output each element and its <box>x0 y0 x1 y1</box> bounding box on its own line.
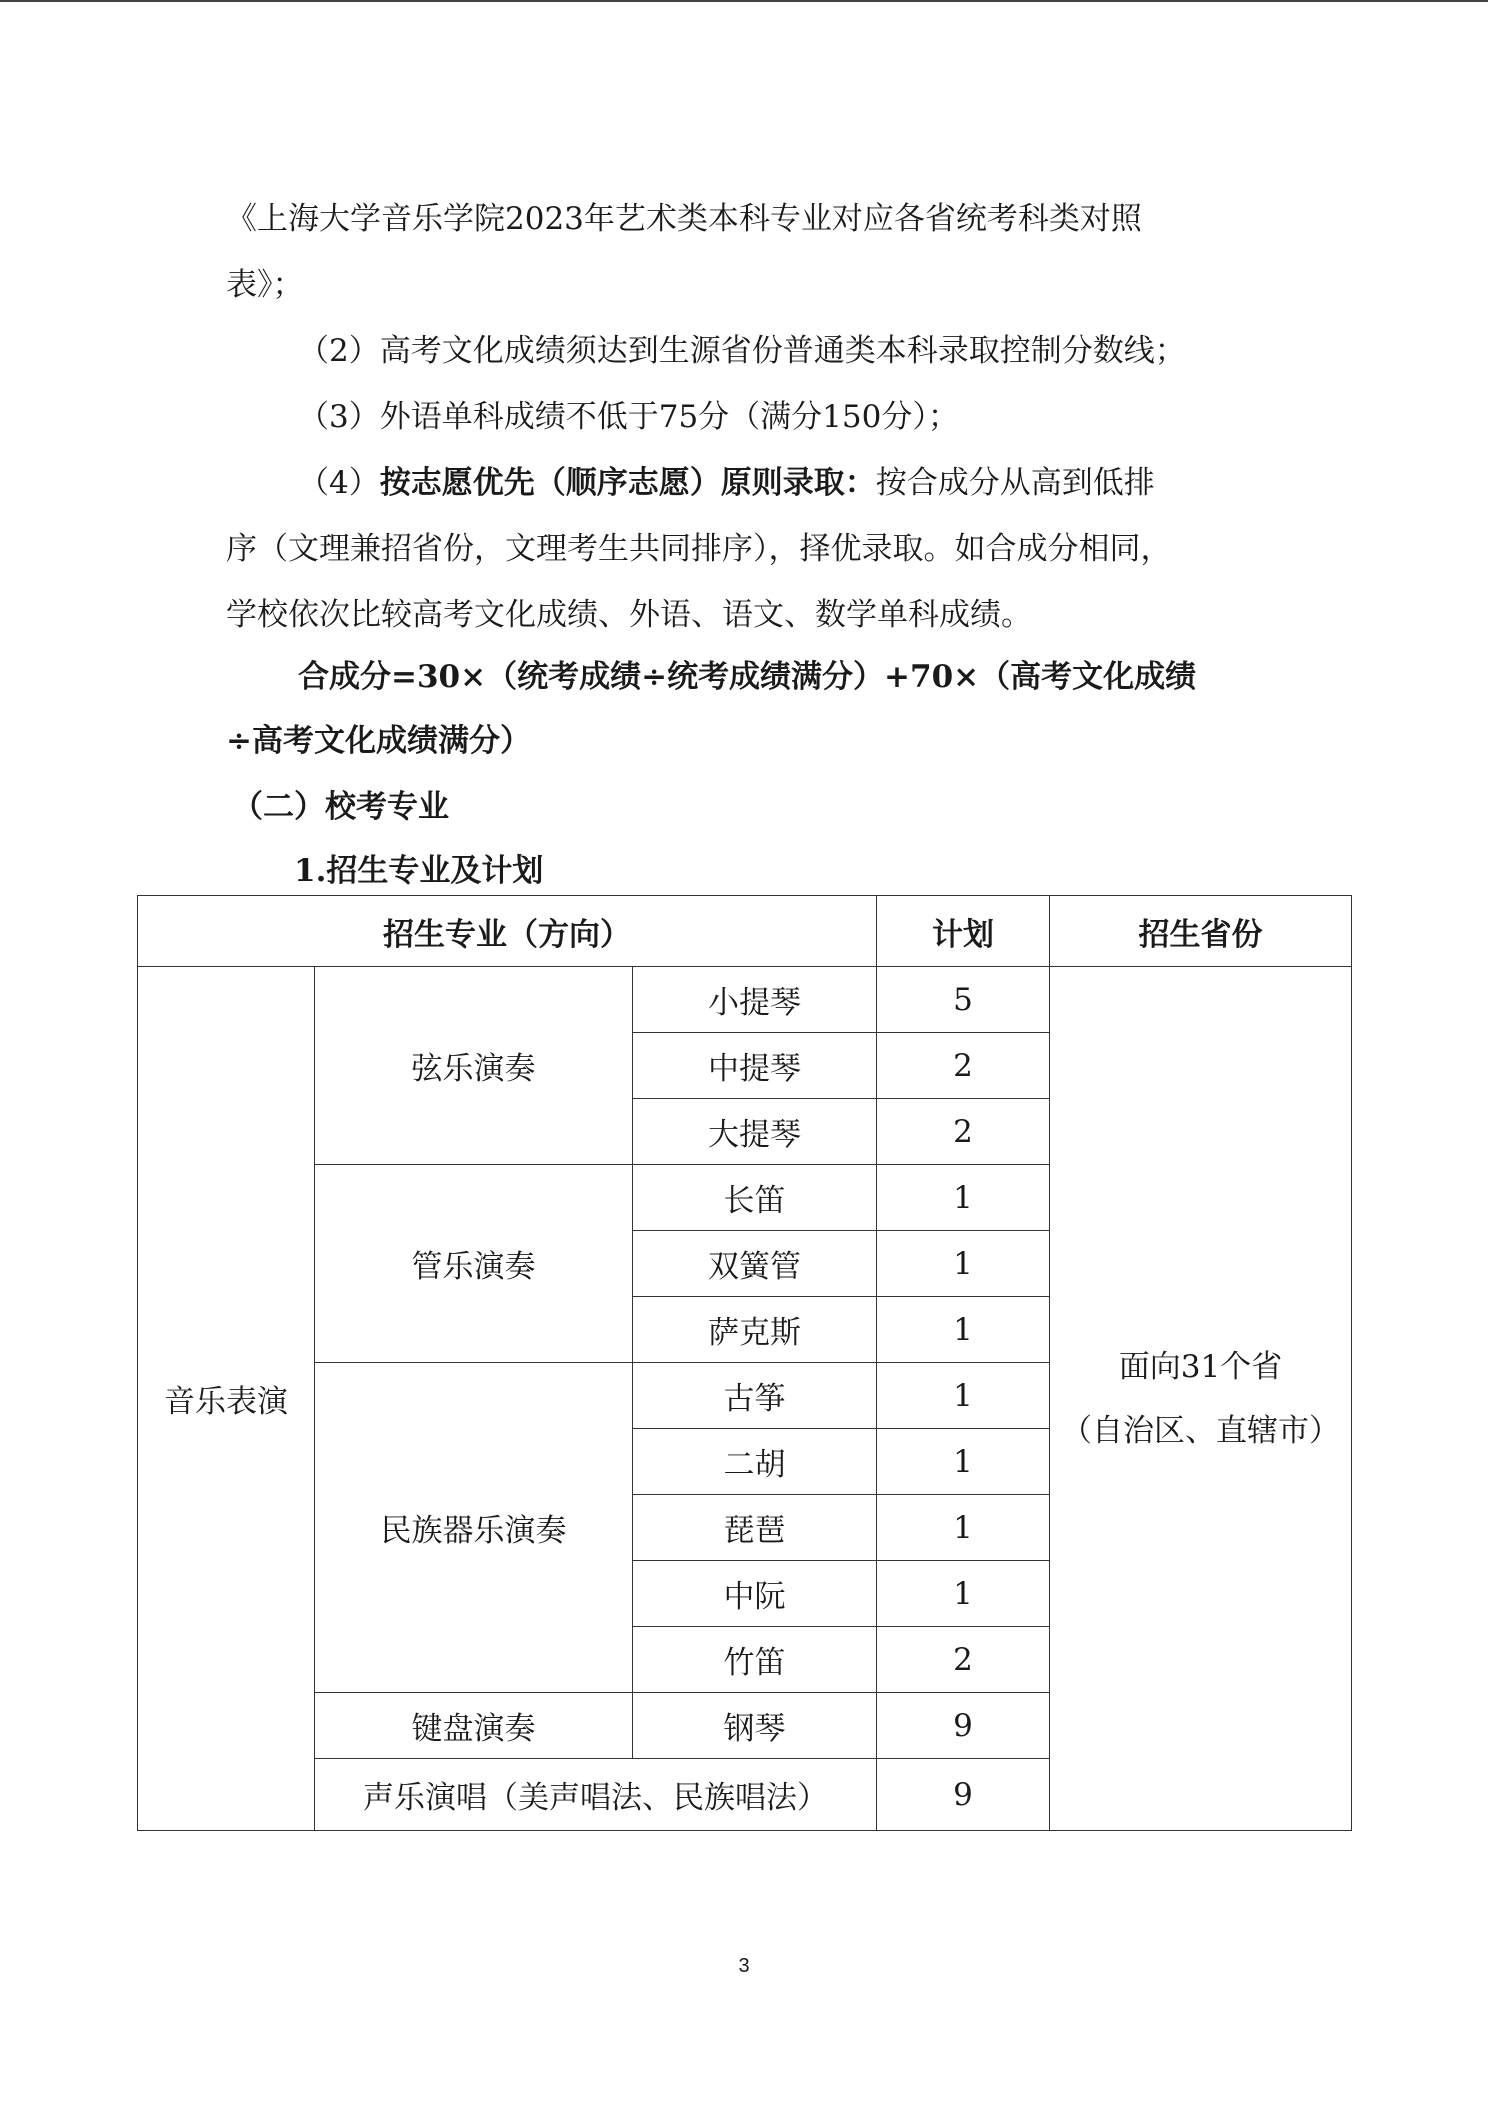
section-heading: （二）校考专业 <box>232 789 449 825</box>
header-plan: 计划 <box>877 896 1050 967</box>
group-cell: 管乐演奏 <box>315 1165 633 1363</box>
major-cell: 音乐表演 <box>138 967 315 1831</box>
page-number: 3 <box>738 1955 750 1977</box>
instrument-cell: 萨克斯 <box>633 1297 877 1363</box>
paragraph-line: 《上海大学音乐学院2023年艺术类本科专业对应各省统考科类对照 <box>226 201 1142 237</box>
enrollment-plan-table <box>137 895 1352 1831</box>
table-header-row <box>138 896 1352 967</box>
instrument-cell: 大提琴 <box>633 1099 877 1165</box>
item-number: （4） <box>298 465 380 501</box>
table-row <box>138 967 1352 1033</box>
instrument-cell: 琵琶 <box>633 1495 877 1561</box>
group-cell: 弦乐演奏 <box>315 967 633 1165</box>
instrument-cell: 二胡 <box>633 1429 877 1495</box>
plan-cell: 2 <box>877 1033 1050 1099</box>
section-subheading: 1.招生专业及计划 <box>294 853 544 889</box>
plan-cell: 1 <box>877 1561 1050 1627</box>
provinces-line: 面向31个省 <box>1118 1348 1283 1385</box>
instrument-cell: 小提琴 <box>633 967 877 1033</box>
plan-cell: 5 <box>877 967 1050 1033</box>
header-provinces: 招生省份 <box>1050 896 1352 967</box>
paragraph-line: 序（文理兼招省份，文理考生共同排序），择优录取。如合成分相同， <box>226 531 1172 567</box>
plan-cell: 2 <box>877 1627 1050 1693</box>
paragraph-line: 学校依次比较高考文化成绩、外语、语文、数学单科成绩。 <box>226 597 1032 633</box>
formula-line: ÷高考文化成绩满分） <box>226 723 531 759</box>
plan-cell: 1 <box>877 1297 1050 1363</box>
paragraph-line: （3）外语单科成绩不低于75分（满分150分）； <box>298 399 959 435</box>
plan-cell: 1 <box>877 1165 1050 1231</box>
provinces-cell <box>1050 967 1352 1831</box>
paragraph-line <box>298 463 1155 503</box>
plan-cell: 1 <box>877 1495 1050 1561</box>
plan-cell: 9 <box>877 1759 1050 1831</box>
instrument-cell: 中提琴 <box>633 1033 877 1099</box>
plan-cell: 2 <box>877 1099 1050 1165</box>
paragraph-text: 按合成分从高到低排 <box>875 465 1155 501</box>
paragraph-line: 表》； <box>226 267 304 303</box>
page-top-border <box>0 0 1488 2</box>
instrument-cell: 中阮 <box>633 1561 877 1627</box>
instrument-cell: 钢琴 <box>633 1693 877 1759</box>
plan-cell: 9 <box>877 1693 1050 1759</box>
paragraph-line: （2）高考文化成绩须达到生源省份普通类本科录取控制分数线； <box>298 333 1186 369</box>
plan-cell: 1 <box>877 1363 1050 1429</box>
instrument-cell: 古筝 <box>633 1363 877 1429</box>
vocal-cell: 声乐演唱（美声唱法、民族唱法） <box>315 1759 877 1831</box>
admission-principle: 按志愿优先（顺序志愿）原则录取： <box>379 465 876 501</box>
header-major: 招生专业（方向） <box>138 896 877 967</box>
instrument-cell: 长笛 <box>633 1165 877 1231</box>
plan-cell: 1 <box>877 1231 1050 1297</box>
instrument-cell: 竹笛 <box>633 1627 877 1693</box>
instrument-cell: 双簧管 <box>633 1231 877 1297</box>
group-cell: 民族器乐演奏 <box>315 1363 633 1693</box>
formula-line: 合成分=30×（统考成绩÷统考成绩满分）+70×（高考文化成绩 <box>298 659 1197 695</box>
provinces-line: （自治区、直辖市） <box>1061 1412 1340 1449</box>
group-cell: 键盘演奏 <box>315 1693 633 1759</box>
plan-cell: 1 <box>877 1429 1050 1495</box>
